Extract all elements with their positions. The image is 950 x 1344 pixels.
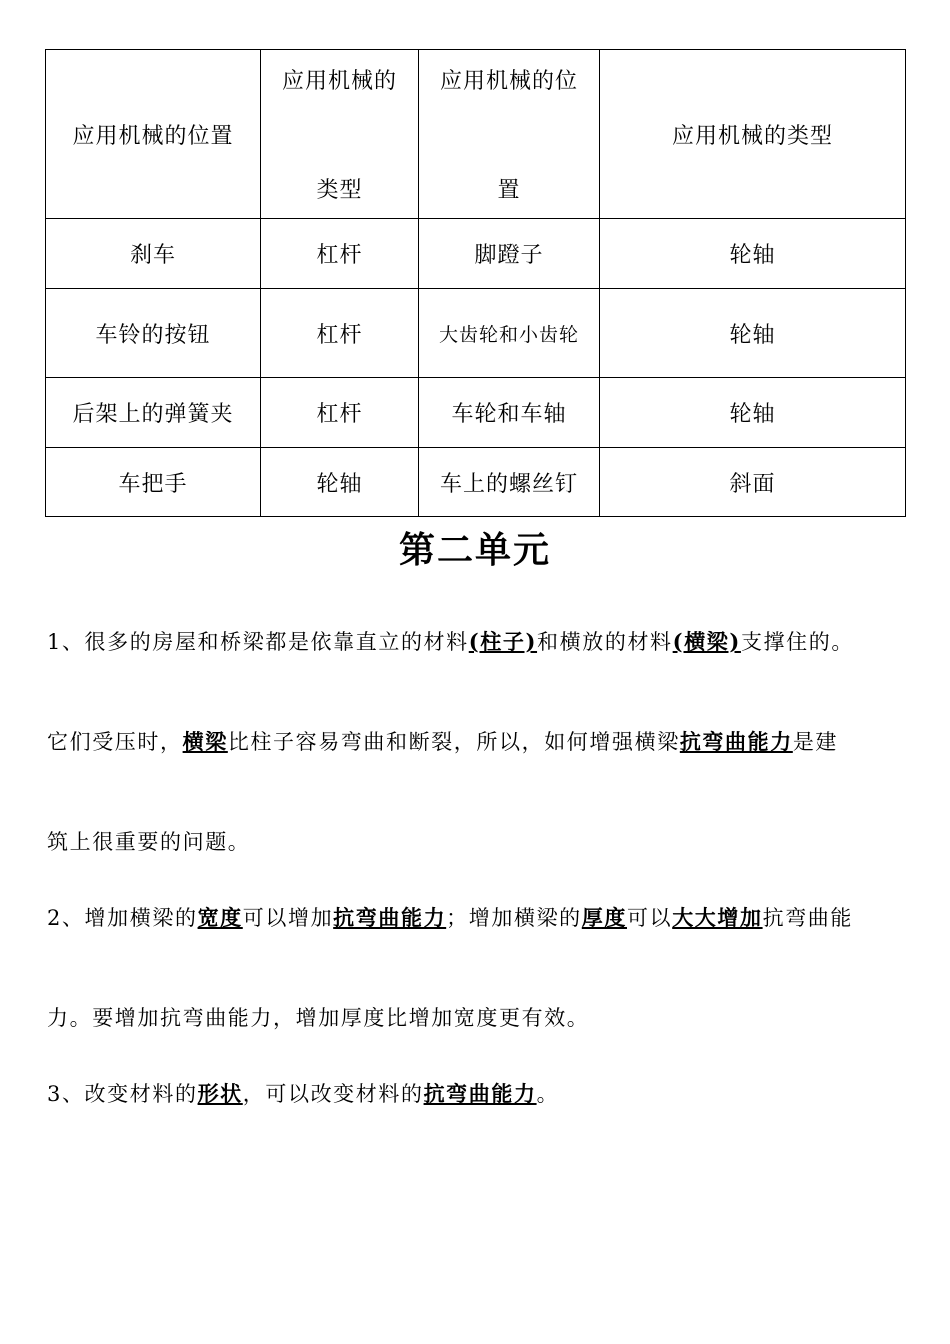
table-header-row bbox=[46, 50, 906, 219]
table-cell: 斜面 bbox=[600, 448, 906, 517]
text: 它们受压时， bbox=[47, 730, 183, 754]
text: 1、很多的房屋和桥梁都是依靠直立的材料 bbox=[47, 630, 469, 654]
table-cell: 车上的螺丝钉 bbox=[419, 448, 600, 517]
text: ，可以改变材料的 bbox=[242, 1082, 424, 1106]
header-text: 置 bbox=[497, 178, 521, 203]
machine-table bbox=[45, 49, 906, 517]
text: 比柱子容易弯曲和断裂，所以，如何增强横梁 bbox=[227, 730, 680, 754]
paragraph-1-line-2 bbox=[47, 726, 838, 756]
text: 可以 bbox=[626, 906, 673, 930]
text: 是建 bbox=[792, 730, 839, 754]
table-cell: 脚蹬子 bbox=[419, 219, 600, 289]
answer: 抗弯曲能力 bbox=[333, 905, 447, 930]
table-cell: 车把手 bbox=[46, 448, 261, 517]
paragraph-2-line-2 bbox=[47, 1002, 589, 1032]
table-cell: 大齿轮和小齿轮 bbox=[419, 289, 600, 378]
table-cell: 轮轴 bbox=[600, 219, 906, 289]
answer: 大大增加 bbox=[672, 905, 763, 930]
answer: 抗弯曲能力 bbox=[423, 1081, 537, 1106]
text: 3、改变材料的 bbox=[47, 1082, 198, 1106]
text: 。 bbox=[536, 1082, 560, 1106]
text: ；增加横梁的 bbox=[446, 906, 582, 930]
section-title: 第二单元 bbox=[398, 530, 551, 571]
answer: 宽度 bbox=[197, 905, 243, 930]
header-cell bbox=[261, 50, 419, 219]
text: 可以增加 bbox=[242, 906, 334, 930]
table-row bbox=[46, 219, 906, 289]
table-row bbox=[46, 378, 906, 448]
text: 和横放的材料 bbox=[537, 630, 673, 654]
text: 力。要增加抗弯曲能力，增加厚度比增加宽度更有效。 bbox=[47, 1006, 590, 1030]
header-cell bbox=[419, 50, 600, 219]
paragraph-3-line-1 bbox=[47, 1078, 559, 1108]
text: 抗弯曲能 bbox=[762, 906, 853, 930]
paragraph-2-line-1 bbox=[47, 902, 853, 932]
table-row bbox=[46, 448, 906, 517]
table-cell: 杠杆 bbox=[261, 289, 419, 378]
text: 2、增加横梁的 bbox=[47, 906, 198, 930]
table-cell: 杠杆 bbox=[261, 378, 419, 448]
table-cell: 车轮和车轴 bbox=[419, 378, 600, 448]
header-text: 类型 bbox=[316, 178, 363, 203]
table-cell: 轮轴 bbox=[261, 448, 419, 517]
paragraph-1-line-1 bbox=[47, 626, 854, 656]
table-cell: 轮轴 bbox=[600, 289, 906, 378]
header-cell: 应用机械的类型 bbox=[600, 50, 906, 219]
table-row bbox=[46, 289, 906, 378]
header-text: 应用机械的位 bbox=[439, 69, 578, 94]
answer: 抗弯曲能力 bbox=[679, 729, 793, 754]
table-cell: 杠杆 bbox=[261, 219, 419, 289]
table-cell: 车铃的按钮 bbox=[46, 289, 261, 378]
table-cell: 后架上的弹簧夹 bbox=[46, 378, 261, 448]
table-cell: 刹车 bbox=[46, 219, 261, 289]
header-text: 应用机械的 bbox=[281, 69, 397, 94]
table-cell: 轮轴 bbox=[600, 378, 906, 448]
text: 支撑住的。 bbox=[740, 630, 854, 654]
text: 筑上很重要的问题。 bbox=[47, 830, 251, 854]
answer: 厚度 bbox=[581, 905, 627, 930]
answer: (柱子) bbox=[468, 629, 538, 654]
answer: 形状 bbox=[197, 1081, 243, 1106]
paragraph-1-line-3 bbox=[47, 826, 250, 856]
header-cell: 应用机械的位置 bbox=[46, 50, 261, 219]
answer: (横梁) bbox=[672, 629, 741, 654]
answer: 横梁 bbox=[182, 729, 228, 754]
